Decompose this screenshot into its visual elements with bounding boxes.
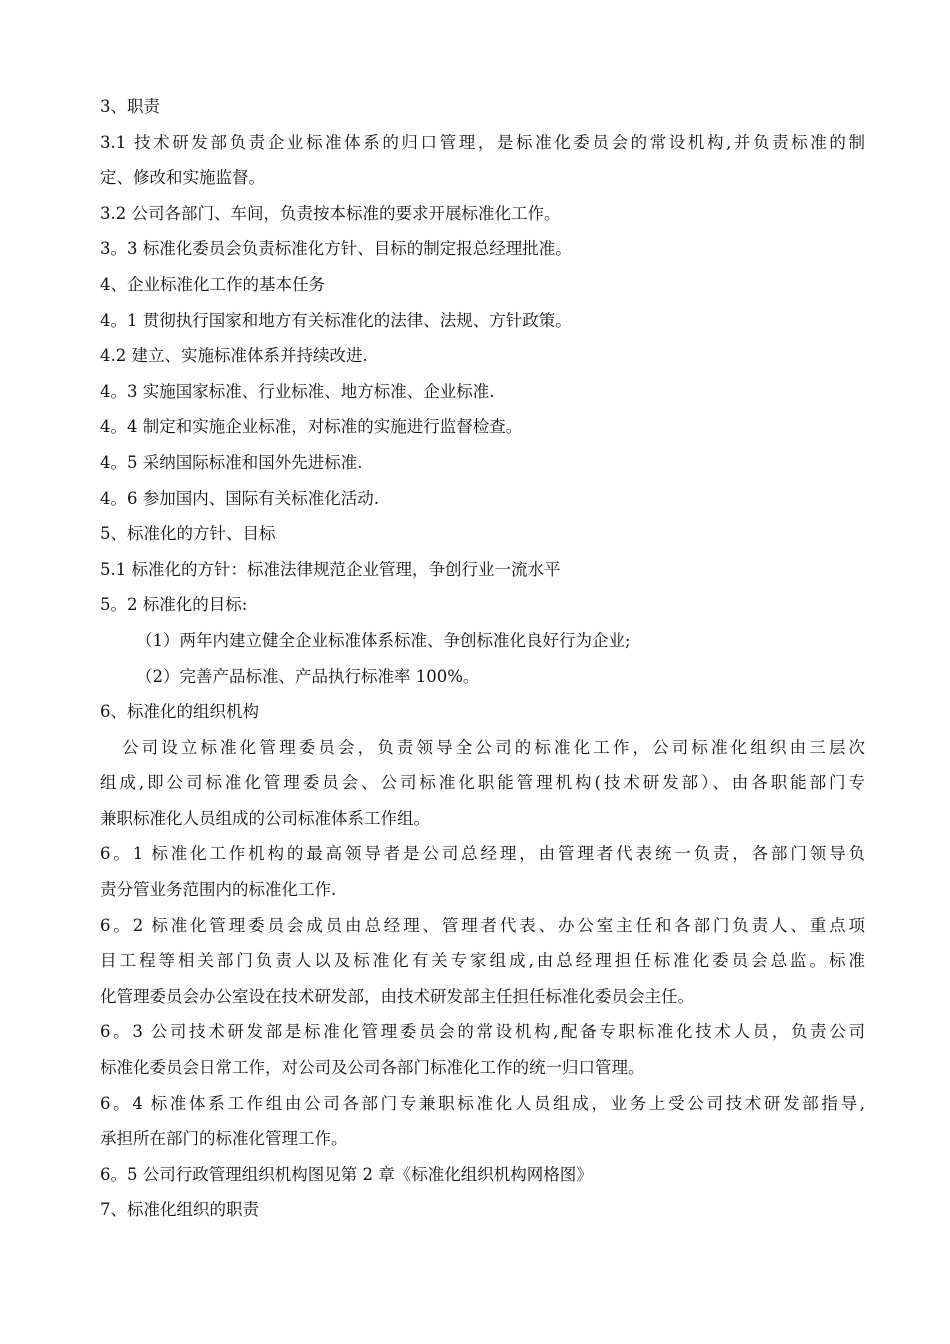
paragraph-line: 5。2 标准化的目标: <box>100 595 248 615</box>
paragraph-line: 4。3 实施国家标准、行业标准、地方标准、企业标准. <box>100 381 495 401</box>
paragraph-line: 3.2 公司各部门、车间，负责按本标准的要求开展标准化工作。 <box>100 203 561 223</box>
paragraph-line: 6。1 标准化工作机构的最高领导者是公司总经理，由管理者代表统一负责，各部门领导负 <box>100 844 865 864</box>
paragraph-line: 6。3 公司技术研发部是标准化管理委员会的常设机构,配备专职标准化技术人员，负责公司 <box>100 1022 865 1042</box>
paragraph-line: 6。4 标准体系工作组由公司各部门专兼职标准化人员组成，业务上受公司技术研发部指导, <box>100 1093 865 1113</box>
paragraph-line: 定、修改和实施监督。 <box>100 168 265 188</box>
paragraph-line: 3.1 技术研发部负责企业标准体系的归口管理，是标准化委员会的常设机构,并负责标准的制 <box>100 132 865 152</box>
section-heading: 4、企业标准化工作的基本任务 <box>100 274 325 294</box>
paragraph-line: 3。3 标准化委员会负责标准化方针、目标的制定报总经理批准。 <box>100 239 572 259</box>
document-page <box>100 89 865 1228</box>
paragraph-line: 6。5 公司行政管理组织机构图见第 2 章《标准化组织机构网格图》 <box>100 1164 593 1184</box>
section-heading: 5、标准化的方针、目标 <box>100 524 276 544</box>
paragraph-line: 组成,即公司标准化管理委员会、公司标准化职能管理机构(技术研发部）、由各职能部门专 <box>100 773 865 793</box>
paragraph-line: 6。2 标准化管理委员会成员由总经理、管理者代表、办公室主任和各部门负责人、重点项 <box>100 915 865 935</box>
paragraph-line: 4。1 贯彻执行国家和地方有关标准化的法律、法规、方针政策。 <box>100 310 572 330</box>
section-heading: 6、标准化的组织机构 <box>100 702 259 722</box>
paragraph-line: 4。4 制定和实施企业标准，对标准的实施进行监督检查。 <box>100 417 523 437</box>
paragraph-line: 标准化委员会日常工作，对公司及公司各部门标准化工作的统一归口管理。 <box>100 1058 645 1078</box>
paragraph-line: 兼职标准化人员组成的公司标准体系工作组。 <box>100 808 430 828</box>
paragraph-line: 化管理委员会办公室设在技术研发部，由技术研发部主任担任标准化委员会主任。 <box>100 986 694 1006</box>
paragraph-line: 5.1 标准化的方针：标准法律规范企业管理，争创行业一流水平 <box>100 559 561 579</box>
paragraph-line: 责分管业务范围内的标准化工作. <box>100 880 337 900</box>
list-item: （2）完善产品标准、产品执行标准率 100%。 <box>136 666 480 686</box>
section-heading: 3、职责 <box>100 97 160 116</box>
paragraph-line: 目工程等相关部门负责人以及标准化有关专家组成,由总经理担任标准化委员会总监。标准 <box>100 951 865 971</box>
paragraph-line: 4。6 参加国内、国际有关标准化活动. <box>100 488 379 508</box>
paragraph-line: 4。5 采纳国际标准和国外先进标准. <box>100 452 363 472</box>
paragraph-line: 公司设立标准化管理委员会，负责领导全公司的标准化工作，公司标准化组织由三层次 <box>122 737 865 757</box>
paragraph-line: 4.2 建立、实施标准体系并持续改进. <box>100 346 368 366</box>
section-heading: 7、标准化组织的职责 <box>100 1200 259 1220</box>
list-item: （1）两年内建立健全企业标准体系标准、争创标准化良好行为企业; <box>136 630 631 650</box>
paragraph-line: 承担所在部门的标准化管理工作。 <box>100 1129 348 1149</box>
